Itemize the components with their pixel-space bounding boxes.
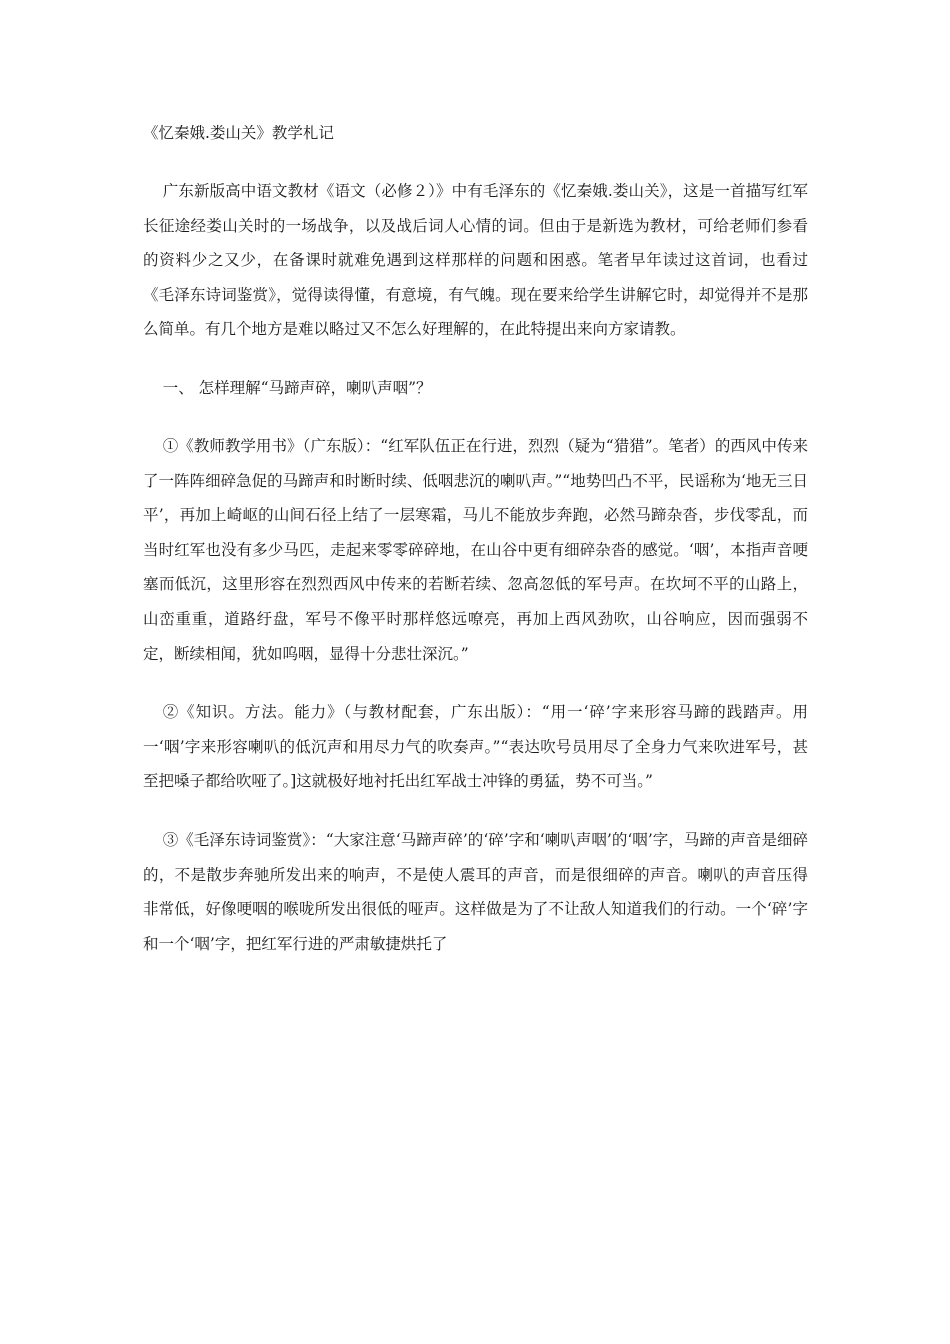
quote-paragraph-1: ①《教师教学用书》（广东版）：“红军队伍正在行进，烈烈（疑为“猎猎”。笔者）的西风中传来了一阵阵细碎急促的马蹄声和时断时续、低咽悲沉的喇叭声。”“地势凹凸不平，民谣称为‘地无三日平’，再加上崎岖的山间石径上结了一层寒霜，马儿不能放步奔跑，必然马蹄杂沓，步伐零乱，而当时红军也没有多少马匹，走起来零零碎碎地，在山谷中更有细碎杂沓的感觉。‘咽’，本指声音哽塞而低沉，这里形容在烈烈西风中传来的若断若续、忽高忽低的军号声。在坎坷不平的山路上，山峦重重，道路纡盘，军号不像平时那样悠远嘹亮，再加上西风劲吹，山谷响应，因而强弱不定，断续相闻，犹如呜咽，显得十分悲壮深沉。” (143, 436, 808, 663)
document-page (143, 116, 808, 961)
quote-paragraph-3: ③《毛泽东诗词鉴赏》：“大家注意‘马蹄声碎’的‘碎’字和‘喇叭声咽’的‘咽’字，马蹄的声音是细碎的，不是散步奔驰所发出来的响声，不是使人震耳的声音，而是很细碎的声音。喇叭的声音压得非常低，好像哽咽的喉咙所发出很低的哑声。这样做是为了不让敌人知道我们的行动。一个‘碎’字和一个‘咽’字，把红军行进的严肃敏捷烘托了 (143, 830, 808, 953)
quote-paragraph-2: ②《知识。方法。能力》（与教材配套，广东出版）：“用一‘碎’字来形容马蹄的践踏声。用一‘咽’字来形容喇叭的低沉声和用尽力气的吹奏声。”“表达吹号员用尽了全身力气来吹进军号，甚至把嗓子都给吹哑了。]这就极好地衬托出红军战士冲锋的勇猛，势不可当。” (143, 703, 808, 791)
intro-paragraph: 广东新版高中语文教材《语文（必修２）》中有毛泽东的《忆秦娥.娄山关》，这是一首描写红军长征途经娄山关时的一场战争，以及战后词人心情的词。但由于是新选为教材，可给老师们参看的资料少之又少，在备课时就难免遇到这样那样的问题和困惑。笔者早年读过这首词，也看过《毛泽东诗词鉴赏》，觉得读得懂，有意境，有气魄。现在要来给学生讲解它时，却觉得并不是那么简单。有几个地方是难以略过又不怎么好理解的，在此特提出来向方家请教。 (143, 182, 808, 339)
section-heading: 一、 怎样理解“马蹄声碎，喇叭声咽”？ (162, 378, 432, 397)
document-title: 《忆秦娥.娄山关》教学札记 (143, 124, 334, 142)
